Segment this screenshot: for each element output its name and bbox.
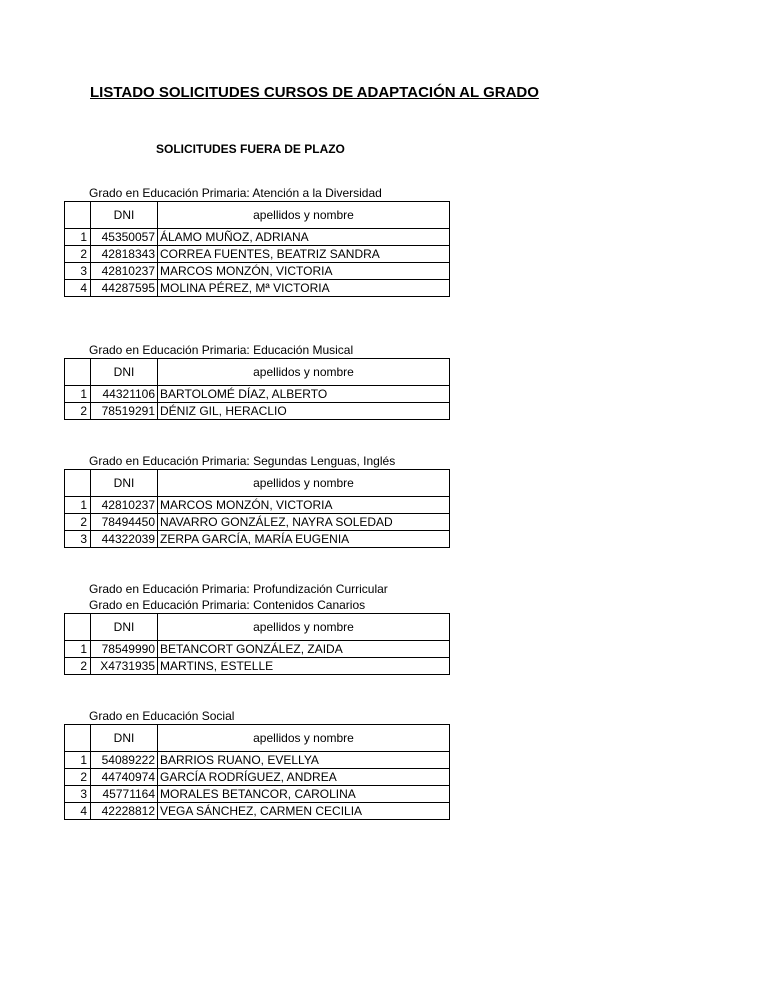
row-number: 2 [65, 403, 91, 420]
name-cell: ZERPA GARCÍA, MARÍA EUGENIA [158, 531, 450, 548]
name-cell: DÉNIZ GIL, HERACLIO [158, 403, 450, 420]
section-heading: Grado en Educación Social [89, 709, 235, 723]
table-row [65, 514, 450, 531]
section-educacion-musical [64, 342, 450, 420]
table-row [65, 531, 450, 548]
name-cell: MARCOS MONZÓN, VICTORIA [158, 263, 450, 280]
name-cell: ÁLAMO MUÑOZ, ADRIANA [158, 229, 450, 246]
dni-cell: 45771164 [91, 786, 158, 803]
row-number: 4 [65, 280, 91, 297]
dni-column-header: DNI [91, 202, 158, 229]
applicants-table [64, 724, 450, 820]
dni-cell: 44322039 [91, 531, 158, 548]
dni-cell: 54089222 [91, 752, 158, 769]
applicants-table [64, 469, 450, 548]
row-number-header [65, 359, 91, 386]
dni-column-header: DNI [91, 359, 158, 386]
section-heading: Grado en Educación Primaria: Segundas Lenguas, Inglés [89, 454, 396, 468]
row-number: 2 [65, 514, 91, 531]
name-cell: GARCÍA RODRÍGUEZ, ANDREA [158, 769, 450, 786]
dni-cell: 44740974 [91, 769, 158, 786]
row-number-header [65, 470, 91, 497]
name-cell: VEGA SÁNCHEZ, CARMEN CECILIA [158, 803, 450, 820]
table-row [65, 280, 450, 297]
section-heading: Grado en Educación Primaria: Atención a la Diversidad [89, 186, 382, 200]
dni-cell: X4731935 [91, 658, 158, 675]
dni-cell: 44321106 [91, 386, 158, 403]
name-column-header: apellidos y nombre [158, 614, 450, 641]
row-number: 3 [65, 531, 91, 548]
name-cell: BARRIOS RUANO, EVELLYA [158, 752, 450, 769]
table-row [65, 769, 450, 786]
row-number: 1 [65, 497, 91, 514]
table-row [65, 229, 450, 246]
table-header-row [65, 614, 450, 641]
name-cell: MOLINA PÉREZ, Mª VICTORIA [158, 280, 450, 297]
dni-cell: 42228812 [91, 803, 158, 820]
page-title: LISTADO SOLICITUDES CURSOS DE ADAPTACIÓN AL GRADO [90, 84, 539, 101]
table-header-row [65, 470, 450, 497]
table-header-row [65, 359, 450, 386]
table-row [65, 658, 450, 675]
page-subtitle: SOLICITUDES FUERA DE PLAZO [156, 142, 345, 156]
table-row [65, 386, 450, 403]
dni-cell: 42818343 [91, 246, 158, 263]
row-number: 3 [65, 786, 91, 803]
row-number: 1 [65, 229, 91, 246]
table-row [65, 641, 450, 658]
name-column-header: apellidos y nombre [158, 725, 450, 752]
row-number: 2 [65, 769, 91, 786]
dni-cell: 44287595 [91, 280, 158, 297]
row-number-header [65, 725, 91, 752]
row-number: 1 [65, 641, 91, 658]
section-atencion-diversidad [64, 185, 450, 297]
row-number-header [65, 202, 91, 229]
dni-column-header: DNI [91, 470, 158, 497]
name-cell: NAVARRO GONZÁLEZ, NAYRA SOLEDAD [158, 514, 450, 531]
name-column-header: apellidos y nombre [158, 359, 450, 386]
table-header-row [65, 725, 450, 752]
table-row [65, 497, 450, 514]
name-cell: BETANCORT GONZÁLEZ, ZAIDA [158, 641, 450, 658]
row-number: 2 [65, 246, 91, 263]
table-row [65, 786, 450, 803]
row-number-header [65, 614, 91, 641]
table-row [65, 263, 450, 280]
name-cell: MORALES BETANCOR, CAROLINA [158, 786, 450, 803]
dni-cell: 78494450 [91, 514, 158, 531]
dni-column-header: DNI [91, 725, 158, 752]
dni-cell: 45350057 [91, 229, 158, 246]
name-cell: MARCOS MONZÓN, VICTORIA [158, 497, 450, 514]
section-heading: Grado en Educación Primaria: Profundización Curricular [89, 582, 388, 596]
applicants-table [64, 613, 450, 675]
row-number: 1 [65, 386, 91, 403]
table-row [65, 246, 450, 263]
dni-cell: 78519291 [91, 403, 158, 420]
applicants-table [64, 201, 450, 297]
section-heading: Grado en Educación Primaria: Contenidos Canarios [89, 598, 366, 612]
row-number: 1 [65, 752, 91, 769]
dni-cell: 42810237 [91, 263, 158, 280]
table-header-row [65, 202, 450, 229]
name-cell: CORREA FUENTES, BEATRIZ SANDRA [158, 246, 450, 263]
name-column-header: apellidos y nombre [158, 470, 450, 497]
section-profundizacion-canarios [64, 581, 450, 675]
name-column-header: apellidos y nombre [158, 202, 450, 229]
section-heading: Grado en Educación Primaria: Educación Musical [89, 343, 354, 357]
section-educacion-social [64, 708, 450, 820]
row-number: 4 [65, 803, 91, 820]
table-row [65, 752, 450, 769]
dni-cell: 42810237 [91, 497, 158, 514]
name-cell: BARTOLOMÉ DÍAZ, ALBERTO [158, 386, 450, 403]
name-cell: MARTINS, ESTELLE [158, 658, 450, 675]
section-segundas-lenguas [64, 453, 450, 548]
dni-column-header: DNI [91, 614, 158, 641]
applicants-table [64, 358, 450, 420]
row-number: 3 [65, 263, 91, 280]
dni-cell: 78549990 [91, 641, 158, 658]
table-row [65, 803, 450, 820]
row-number: 2 [65, 658, 91, 675]
table-row [65, 403, 450, 420]
